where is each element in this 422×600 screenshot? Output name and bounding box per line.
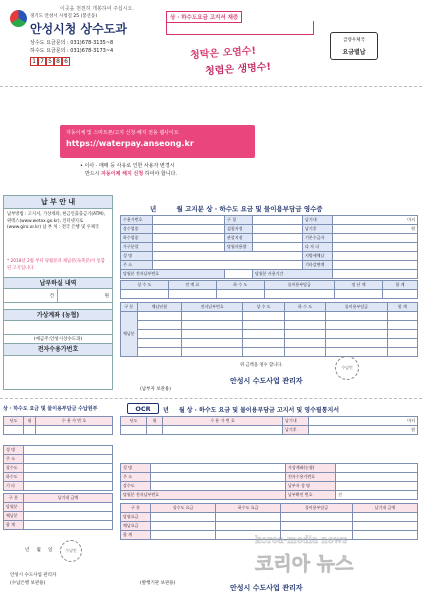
arrears-header: 전자납부번호 — [182, 303, 243, 312]
unit: 마지 — [309, 417, 418, 426]
receipt-cut-line — [0, 398, 422, 399]
notice-issuer: 안성시 수도사업 관리자 — [230, 584, 303, 592]
notice-side-table — [120, 463, 418, 500]
ledger-amount-head: 구 분 — [4, 494, 24, 503]
notice-due-label: 납기후 — [283, 426, 309, 435]
info-label: 다 자 녀 — [303, 243, 333, 252]
guide-title: 납 부 안 내 — [4, 196, 112, 209]
fee-header: 상 수 도 — [121, 281, 169, 290]
bank-note-1: 안성시 수도사업 관리자 — [10, 573, 57, 578]
arrears-header: 물이용부담금 — [326, 303, 387, 312]
notice-label: 상수도 — [121, 482, 151, 491]
slogan-line1: 청탁은 오염수! — [189, 45, 257, 62]
ledger-header: 년도 — [4, 417, 24, 426]
notice-title-rest: 상 · 하수도 요금 및 물이용부담금 고지서 및 영수필통지서 — [186, 407, 340, 414]
notice-epay-label: 당월분 전자납부번호 — [121, 491, 286, 500]
fee-header: 하 수 도 — [216, 281, 264, 290]
info-label: 관할지점 — [225, 234, 253, 243]
notice-right-label: 납부확인 번호 — [286, 491, 336, 500]
due-period-label: 당월분 사용기간 — [253, 270, 333, 279]
arrears-label: 체납분 — [121, 312, 138, 357]
notice-right-label: 납부자 성 명 — [286, 482, 336, 491]
history-amount-unit: 원 — [104, 294, 109, 299]
ledger-label: 주 소 — [4, 455, 24, 464]
payment-guide — [3, 195, 113, 390]
va-title: 가상계좌 (농협) — [4, 309, 112, 321]
ledger-label: 성 명 — [4, 446, 24, 455]
info-label: 구 경 — [225, 216, 253, 225]
unit: 마지 — [333, 216, 418, 225]
arrears-header: 합 계 — [387, 303, 417, 312]
phone-sewer: 하수도 요금문의 : 031)678-3173~4 — [30, 48, 114, 54]
arrears-header: 하 수 도 — [284, 303, 326, 312]
notice-title-year: 년 — [163, 407, 169, 414]
postal-digit: 8 — [54, 57, 62, 66]
info-label: 가구분할 — [121, 243, 153, 252]
notice-header: 년도 — [121, 417, 147, 426]
banner-line1: 자동이체 및 스마트폰/고지 신청·해지 전용 웹사이트 — [66, 130, 179, 136]
postal-digit: 6 — [62, 57, 70, 66]
fee-header: 합 계 — [382, 281, 417, 290]
info-label: 납기후 — [303, 225, 333, 234]
notice-due-label: 납기내 — [283, 417, 309, 426]
watermark-ko: 코리아 뉴스 — [255, 553, 354, 575]
postal-digit: 1 — [30, 57, 38, 66]
notice-spacer — [120, 435, 418, 463]
info-label: 하수업종 — [121, 234, 153, 243]
arrears-header: 체납년월 — [137, 303, 181, 312]
postal-digit: 7 — [38, 57, 46, 66]
guide-note: * 2018년 2월 부터 당월분과 체납분(독촉분)이 통합된 고지입니다. — [7, 259, 105, 271]
autopay-banner — [60, 125, 255, 158]
ocr-badge: OCR — [127, 403, 159, 414]
ledger-label: 합 계 — [4, 521, 24, 530]
reissue-tag: 상 · 하수도요금 고지서 재증 — [166, 11, 242, 23]
banner-url[interactable]: https://waterpay.anseong.kr — [66, 139, 194, 148]
notice-keep-note: (발행기관 보관용) — [140, 581, 176, 586]
unit: 원 — [309, 426, 418, 435]
unit: 원 — [333, 225, 418, 234]
slogan-line2: 청렴은 생명수! — [204, 61, 272, 78]
ledger-header: 월 — [24, 417, 36, 426]
receipt-issuer: 안성시 수도사업 관리자 — [230, 377, 303, 385]
cut-line — [0, 86, 422, 87]
info-label: 지방세체납 — [303, 252, 333, 261]
ledger-block — [3, 416, 113, 530]
address-window — [166, 21, 314, 35]
arrears-table — [120, 302, 418, 357]
ledger-date: 년 월 일 — [25, 548, 53, 553]
receipt-keep-note: (납부자 보관용) — [140, 387, 172, 392]
history-units — [4, 289, 112, 303]
postage-label: 급량우체국 — [343, 38, 365, 43]
ledger-label: 기 타 — [4, 482, 24, 491]
va-number-field — [4, 321, 112, 335]
notice-fee-header: 물이용부담금 — [281, 504, 353, 513]
arrears-header: 상 수 도 — [243, 303, 285, 312]
count-unit: 건 — [336, 491, 418, 500]
history-count-unit: 건 — [4, 289, 58, 302]
notice-label: 성 명 — [121, 464, 151, 473]
notice-right-label: 가상계좌(농협) — [286, 464, 336, 473]
notice-header: 월 — [147, 417, 163, 426]
receipt-info-table — [120, 215, 418, 279]
receipt-title — [150, 204, 323, 213]
ledger-label: 체납분 — [4, 512, 24, 521]
office-address: 경기도 안성시 시청길 25 (봉산동) — [30, 14, 98, 19]
epay-title: 전자수용가번호 — [4, 344, 112, 356]
notice-label: 주 소 — [121, 473, 151, 482]
arrears-header: 구 분 — [121, 303, 138, 312]
ledger-label: 하수도 — [4, 473, 24, 482]
va-holder: (예금주:안성시상수도과) — [4, 335, 112, 344]
fee-header: 전 액 료 — [168, 281, 216, 290]
ledger-header: 수 용 가 번 호 — [36, 417, 113, 426]
ledger-amount-head: 납기내 금액 — [24, 494, 113, 503]
phone-water: 상수도 요금문의 : 031)678-3135~8 — [30, 40, 114, 46]
receipt-stamp-circle: 수납인 — [335, 356, 359, 380]
banner-note-1: • 이사 · 매매 등 사유로 인한 사용자 변경시 — [80, 163, 175, 169]
receipt-note: 위 금액을 영수 합니다. — [240, 363, 283, 368]
notice-header-table — [120, 416, 418, 435]
notice-fee-header: 납기내 금액 — [352, 504, 417, 513]
fee-header: 물이용부담금 — [264, 281, 334, 290]
receipt-title-rest: 고지분 상 · 하수도 요금 및 물이용부담금 영수증 — [185, 205, 323, 213]
info-label: 상수업종 — [121, 225, 153, 234]
ledger-side-table — [3, 445, 113, 491]
postage-box — [330, 32, 378, 60]
history-title: 납부하실 내역 — [4, 277, 112, 289]
guide-text: 납부방법 : 고지서, 가상계좌, 현금인출출금기(ATM), 위텍스(www.wetax.go.kr), 인터넷지로(www.giro.or.kr) 납 부 처 : 전국 은행 및 우체국 — [7, 212, 106, 230]
ledger-stamp-circle: 수납인 — [60, 540, 82, 562]
info-label: 주 소 — [121, 261, 153, 270]
receipt-title-year: 년 — [150, 205, 157, 213]
notice-right-label: 전자수용가번호 — [286, 473, 336, 482]
notice-title-month: 월 — [178, 407, 185, 414]
epay-number-label: 당월분 전자납부번호 — [121, 270, 225, 279]
office-name: 안성시청 상수도과 — [30, 22, 127, 36]
ledger-label: 당월분 — [4, 503, 24, 512]
notice-row-label: 당월요금 — [121, 513, 151, 522]
info-label: 수용가번호 — [121, 216, 153, 225]
bank-note-2: (수납은행 보관용) — [10, 581, 46, 586]
banner-note-suffix: 하여야 합니다. — [143, 171, 177, 177]
info-label: 당월사용량 — [225, 243, 253, 252]
notice-title — [163, 405, 339, 414]
open-notice: 이곳을 천천히 개봉하여 주십시오. — [60, 6, 134, 12]
postal-digit: 5 — [46, 57, 54, 66]
info-label: 기본수금자 — [303, 234, 333, 243]
notice-row-label: 합 계 — [121, 531, 151, 540]
notice-fee-header: 구 분 — [121, 504, 151, 513]
envelope-header — [0, 0, 422, 125]
notice-header: 수 용 가 번 호 — [163, 417, 283, 426]
postal-code — [30, 57, 70, 66]
info-label: 기타감면액 — [303, 261, 333, 270]
info-label: 납기내 — [303, 216, 333, 225]
fee-header: 정 산 액 — [335, 281, 383, 290]
watermark — [255, 535, 415, 590]
ledger-amount-table — [3, 493, 113, 530]
fee-table — [120, 280, 418, 299]
info-label: 성 명 — [121, 252, 153, 261]
logo-icon — [10, 10, 27, 27]
postage-value: 요금별납 — [342, 49, 366, 56]
banner-note-emph: 자동이체 해지 신청 — [101, 171, 144, 177]
info-label: 검침지정 — [225, 225, 253, 234]
notice-fee-header: 상수도 요금 — [151, 504, 216, 513]
receipt-title-month: 월 — [176, 205, 183, 213]
notice-fee-header: 하수도 요금 — [216, 504, 281, 513]
ledger-label: 상수도 — [4, 464, 24, 473]
banner-note-2 — [85, 170, 177, 177]
notice-row-label: 체납요금 — [121, 522, 151, 531]
receipt-info-block — [120, 215, 418, 357]
ledger-tag: 상 · 하수도 요금 및 물이용부담금 수납원부 — [3, 406, 98, 412]
ledger-header-table — [3, 416, 113, 435]
banner-note-prefix: 반드시 — [85, 171, 102, 177]
watermark-en: korea-media news — [255, 535, 348, 546]
notice-block — [120, 416, 418, 540]
